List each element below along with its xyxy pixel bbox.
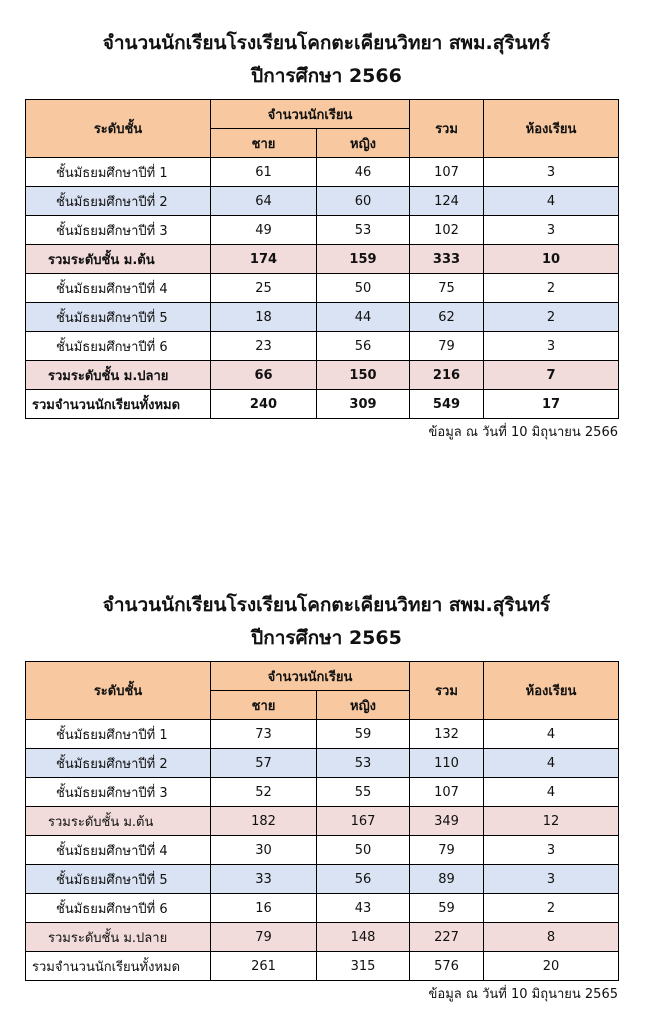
classroom-count: 3 [484,158,619,187]
table-row [26,894,619,923]
total-count: 59 [410,894,484,923]
total-count: 79 [410,836,484,865]
grand-total-row [26,390,619,419]
total-count: 107 [410,778,484,807]
classroom-count: 4 [484,720,619,749]
subtotal-row [26,923,619,952]
header-classrooms: ห้องเรียน [484,662,619,720]
male-count: 61 [211,158,317,187]
header-female: หญิง [317,691,410,720]
total-count: 110 [410,749,484,778]
student-count-table [25,99,619,419]
table-row [26,187,619,216]
classroom-count: 4 [484,187,619,216]
row-label: รวมระดับชั้น ม.ต้น [26,807,211,836]
female-count: 167 [317,807,410,836]
total-count: 549 [410,390,484,419]
total-count: 102 [410,216,484,245]
classroom-count: 2 [484,303,619,332]
classroom-count: 17 [484,390,619,419]
classroom-count: 10 [484,245,619,274]
table-row [26,749,619,778]
header-students: จำนวนนักเรียน [211,100,410,129]
classroom-count: 12 [484,807,619,836]
header-female: หญิง [317,129,410,158]
data-date-note: ข้อมูล ณ วันที่ 10 มิถุนายน 2565 [428,987,618,1002]
row-label: ชั้นมัธยมศึกษาปีที่ 2 [26,749,211,778]
table-row [26,274,619,303]
female-count: 60 [317,187,410,216]
classroom-count: 8 [484,923,619,952]
female-count: 44 [317,303,410,332]
male-count: 240 [211,390,317,419]
classroom-count: 3 [484,865,619,894]
total-count: 124 [410,187,484,216]
male-count: 33 [211,865,317,894]
male-count: 57 [211,749,317,778]
male-count: 64 [211,187,317,216]
table-row [26,836,619,865]
total-count: 132 [410,720,484,749]
academic-year-title: ปีการศึกษา 2566 [251,65,402,87]
header-classrooms: ห้องเรียน [484,100,619,158]
female-count: 43 [317,894,410,923]
row-label: รวมจำนวนนักเรียนทั้งหมด [26,952,211,981]
classroom-count: 3 [484,332,619,361]
male-count: 30 [211,836,317,865]
row-label: ชั้นมัธยมศึกษาปีที่ 6 [26,332,211,361]
male-count: 182 [211,807,317,836]
male-count: 79 [211,923,317,952]
female-count: 59 [317,720,410,749]
data-date-note: ข้อมูล ณ วันที่ 10 มิถุนายน 2566 [428,425,618,440]
female-count: 55 [317,778,410,807]
section-title: จำนวนนักเรียนโรงเรียนโคกตะเคียนวิทยา สพม.สุรินทร์ [102,32,551,54]
male-count: 73 [211,720,317,749]
total-count: 227 [410,923,484,952]
male-count: 25 [211,274,317,303]
section-title: จำนวนนักเรียนโรงเรียนโคกตะเคียนวิทยา สพม.สุรินทร์ [102,594,551,616]
male-count: 23 [211,332,317,361]
row-label: ชั้นมัธยมศึกษาปีที่ 4 [26,836,211,865]
male-count: 261 [211,952,317,981]
female-count: 50 [317,274,410,303]
female-count: 56 [317,332,410,361]
total-count: 75 [410,274,484,303]
header-male: ชาย [211,129,317,158]
classroom-count: 2 [484,274,619,303]
row-label: ชั้นมัธยมศึกษาปีที่ 2 [26,187,211,216]
header-male: ชาย [211,691,317,720]
female-count: 46 [317,158,410,187]
row-label: รวมระดับชั้น ม.ต้น [26,245,211,274]
female-count: 309 [317,390,410,419]
male-count: 174 [211,245,317,274]
header-level: ระดับชั้น [26,662,211,720]
male-count: 49 [211,216,317,245]
row-label: ชั้นมัธยมศึกษาปีที่ 1 [26,158,211,187]
subtotal-row [26,361,619,390]
student-count-table [25,661,619,981]
header-students: จำนวนนักเรียน [211,662,410,691]
row-label: ชั้นมัธยมศึกษาปีที่ 5 [26,303,211,332]
header-total: รวม [410,662,484,720]
row-label: ชั้นมัธยมศึกษาปีที่ 3 [26,778,211,807]
male-count: 16 [211,894,317,923]
classroom-count: 3 [484,836,619,865]
table-row [26,720,619,749]
total-count: 79 [410,332,484,361]
subtotal-row [26,807,619,836]
male-count: 52 [211,778,317,807]
total-count: 349 [410,807,484,836]
row-label: รวมจำนวนนักเรียนทั้งหมด [26,390,211,419]
classroom-count: 3 [484,216,619,245]
table-row [26,303,619,332]
male-count: 18 [211,303,317,332]
table-section-2566 [0,31,653,451]
row-label: ชั้นมัธยมศึกษาปีที่ 5 [26,865,211,894]
header-level: ระดับชั้น [26,100,211,158]
classroom-count: 7 [484,361,619,390]
total-count: 576 [410,952,484,981]
female-count: 53 [317,216,410,245]
female-count: 148 [317,923,410,952]
row-label: ชั้นมัธยมศึกษาปีที่ 4 [26,274,211,303]
classroom-count: 4 [484,749,619,778]
table-row [26,158,619,187]
row-label: รวมระดับชั้น ม.ปลาย [26,923,211,952]
total-count: 107 [410,158,484,187]
total-count: 62 [410,303,484,332]
table-row [26,778,619,807]
grand-total-row [26,952,619,981]
total-count: 216 [410,361,484,390]
table-row [26,865,619,894]
female-count: 159 [317,245,410,274]
academic-year-title: ปีการศึกษา 2565 [251,627,402,649]
female-count: 50 [317,836,410,865]
female-count: 56 [317,865,410,894]
female-count: 150 [317,361,410,390]
classroom-count: 2 [484,894,619,923]
total-count: 333 [410,245,484,274]
subtotal-row [26,245,619,274]
header-total: รวม [410,100,484,158]
row-label: ชั้นมัธยมศึกษาปีที่ 3 [26,216,211,245]
female-count: 53 [317,749,410,778]
row-label: ชั้นมัธยมศึกษาปีที่ 6 [26,894,211,923]
classroom-count: 20 [484,952,619,981]
table-row [26,332,619,361]
row-label: ชั้นมัธยมศึกษาปีที่ 1 [26,720,211,749]
classroom-count: 4 [484,778,619,807]
total-count: 89 [410,865,484,894]
male-count: 66 [211,361,317,390]
table-row [26,216,619,245]
row-label: รวมระดับชั้น ม.ปลาย [26,361,211,390]
female-count: 315 [317,952,410,981]
table-section-2565 [0,593,653,1013]
